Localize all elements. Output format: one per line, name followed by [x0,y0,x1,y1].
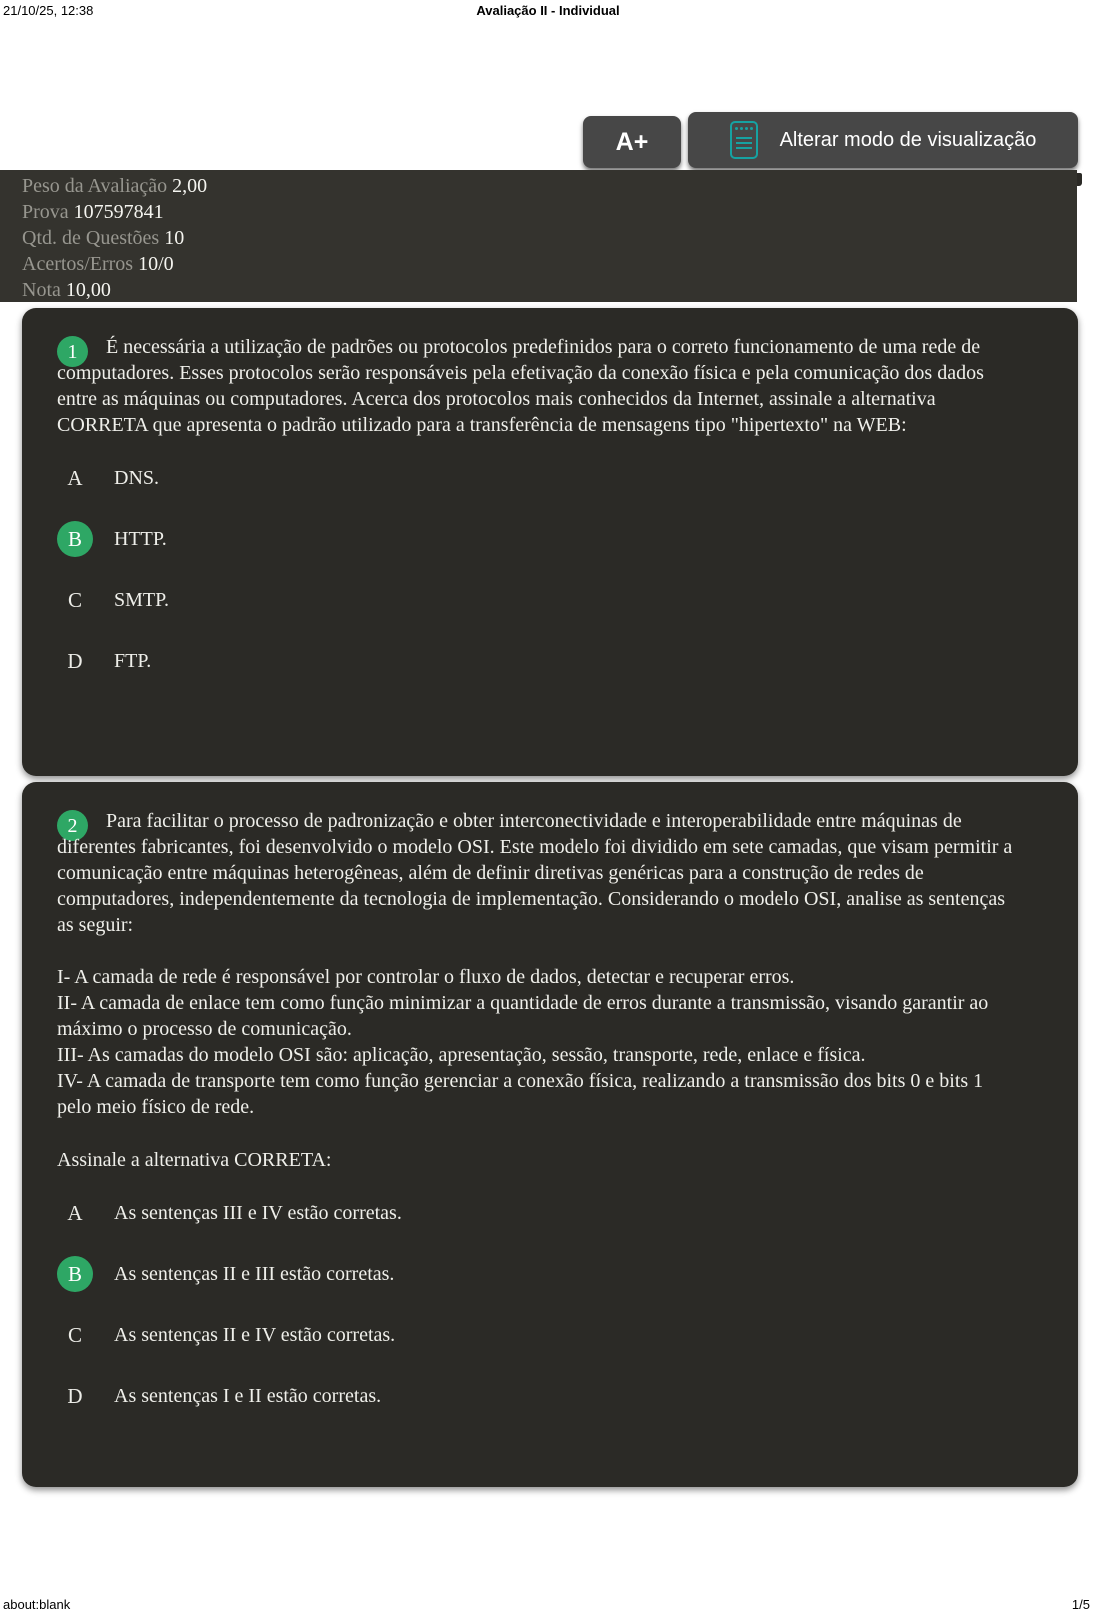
option-letter: A [67,1200,83,1225]
option-letter: D [67,1383,83,1408]
question-2-text: Para facilitar o processo de padronização e obter interconectividade e interoperabilidade entre máquinas de diferentes fabricantes, foi desenvolvido o modelo OSI. Este modelo foi dividido em sete camadas, que visam permitir a comunicação entre máquinas heterogêneas, além de definir diretivas genéricas para a construção de redes de computadores, independentemente da tecnologia de implementação. Considerando o modelo OSI, analise as sentenças as seguir: [57,810,1013,936]
option-text: As sentenças II e IV estão corretas. [114,1323,396,1346]
print-datetime: 21/10/25, 12:38 [3,3,94,18]
summary-row-prova [22,199,1077,225]
change-view-mode-button[interactable] [688,112,1078,168]
option-row-a[interactable] [57,460,1014,496]
option-row-c[interactable] [57,1317,1014,1353]
option-letter: A [67,465,83,490]
question-2-prompt: Assinale a alternativa CORRETA: [57,1149,332,1171]
print-header [0,3,1096,21]
question-1-text-block [57,334,1014,438]
print-page-indicator: 1/5 [1071,1597,1090,1612]
option-letter-selected: B [57,1256,93,1292]
summary-value: 10,00 [65,279,111,301]
print-url: about:blank [3,1597,71,1612]
question-2-text-block [57,808,1014,938]
summary-label: Nota [22,279,61,301]
exam-summary-bar [0,170,1077,302]
option-row-b-selected[interactable] [57,1256,1014,1292]
question-2-options [57,1195,1014,1414]
option-text: As sentenças II e III estão corretas. [114,1262,395,1285]
option-row-b-selected[interactable] [57,521,1014,557]
option-text: DNS. [114,466,160,489]
toolbar [0,112,1078,168]
question-1-options [57,460,1014,679]
question-number-badge: 2 [57,810,88,841]
question-1-text: É necessária a utilização de padrões ou protocolos predefinidos para o correto funcionamento de uma rede de computadores. Esses protocolos serão responsáveis pela efetivação da conexão física e pela comunicação dos dados entre as máquinas ou computadores. Acerca dos protocolos mais conhecidos da Internet, assinale a alternativa CORRETA que apresenta o padrão utilizado para a transferência de mensagens tipo "hipertexto" na WEB: [57,336,984,436]
summary-row-questoes [22,225,1077,251]
summary-row-nota [22,277,1077,303]
document-lines-icon [730,121,758,159]
option-letter-selected: B [57,521,93,557]
change-view-mode-label: Alterar modo de visualização [779,128,1037,151]
option-row-c[interactable] [57,582,1014,618]
statement-iii: III- As camadas do modelo OSI são: aplicação, apresentação, sessão, transporte, rede, enlace e física. [57,1044,866,1066]
summary-row-acertos [22,251,1077,277]
summary-label: Prova [22,201,69,223]
summary-value: 2,00 [172,175,208,197]
print-footer [3,1597,1090,1612]
option-text: As sentenças I e II estão corretas. [114,1384,382,1407]
question-2-statements [57,964,1014,1120]
summary-value: 10/0 [138,253,174,275]
statement-i: I- A camada de rede é responsável por controlar o fluxo de dados, detectar e recuperar erros. [57,966,795,988]
summary-value: 107597841 [73,201,164,223]
statement-iv: IV- A camada de transporte tem como função gerenciar a conexão física, realizando a transmissão dos bits 0 e bits 1 pelo meio físico de rede. [57,1070,984,1118]
scrollbar-tick [1077,173,1082,186]
option-text: FTP. [114,649,152,672]
option-letter: C [67,1322,82,1347]
question-2-card [22,782,1078,1487]
statement-ii: II- A camada de enlace tem como função minimizar a quantidade de erros durante a transmissão, visando garantir ao máximo o processo de comunicação. [57,992,989,1040]
summary-row-peso [22,173,1077,199]
summary-label: Peso da Avaliação [22,175,168,197]
option-letter: D [67,648,83,673]
option-letter: C [67,587,82,612]
summary-label: Qtd. de Questões [22,227,160,249]
option-row-a[interactable] [57,1195,1014,1231]
option-row-d[interactable] [57,1378,1014,1414]
summary-label: Acertos/Erros [22,253,134,275]
option-text: SMTP. [114,588,170,611]
option-text: As sentenças III e IV estão corretas. [114,1201,402,1224]
question-1-card [22,308,1078,776]
option-text: HTTP. [114,527,167,550]
increase-font-button[interactable]: A+ [583,116,681,168]
option-row-d[interactable] [57,643,1014,679]
summary-value: 10 [164,227,185,249]
print-document-title: Avaliação II - Individual [476,3,620,18]
question-number-badge: 1 [57,336,88,367]
